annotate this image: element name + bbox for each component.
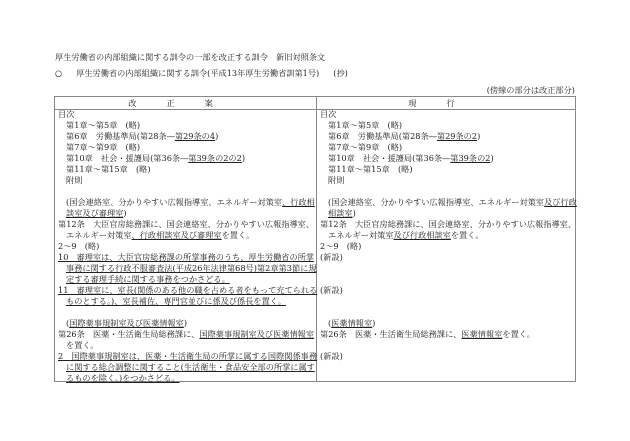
text-line (58, 142, 313, 153)
blank-line (58, 186, 313, 197)
text-line (58, 208, 313, 219)
text-segment: 第1章～第5章 (略) (328, 120, 403, 130)
text-line (58, 373, 313, 384)
text-line (320, 142, 572, 153)
current-column (320, 109, 577, 362)
text-line (58, 164, 313, 175)
text-segment: ( (66, 318, 70, 328)
underline-note: (傍線の部分は改正部分) (486, 85, 575, 95)
amended-text: 第39条の2の2 (188, 153, 242, 163)
text-segment: 附則 (328, 175, 345, 185)
text-segment: ) (123, 208, 127, 218)
blank-line (320, 296, 572, 307)
text-line (320, 351, 572, 362)
amended-text: 第39条の2 (450, 153, 491, 163)
text-line (58, 329, 313, 340)
text-line (320, 230, 572, 241)
text-line (320, 241, 572, 252)
column-divider (316, 97, 317, 381)
text-line (58, 175, 313, 186)
subtitle-text: 厚生労働省の内部組織に関する訓令(平成13年厚生労働省訓第1号) (76, 68, 320, 78)
text-segment: を置く。 (221, 230, 255, 240)
text-segment: 2～9 (略) (320, 241, 362, 251)
text-segment: エネルギー対策室 (66, 230, 132, 240)
amended-text: 医薬情報室 (331, 318, 373, 328)
text-segment: を置く。 (450, 230, 484, 240)
text-line (58, 241, 313, 252)
amended-text: ものとする。)、室長補佐、専門官並びに係及び係長を置く。 (66, 296, 286, 306)
text-line (320, 252, 572, 263)
text-segment: を置く。 (502, 329, 535, 339)
amended-text: 、行政相談室及び審理室 (131, 230, 222, 240)
amended-text: 、行政相 (282, 197, 315, 207)
text-segment: (国会連絡室、分かりやすい広報指導室、エネルギー対策室 (328, 197, 545, 207)
blank-line (320, 274, 572, 285)
text-line (58, 109, 313, 120)
text-segment: 第12条 大臣官房総務課に、国会連絡室、分かりやすい広報指導室、 (58, 219, 315, 229)
text-line (320, 109, 572, 120)
blank-line (320, 340, 572, 351)
text-segment: 附則 (66, 175, 83, 185)
document-subtitle (55, 68, 348, 79)
text-line (58, 351, 318, 362)
text-line (320, 285, 572, 296)
text-segment: ) (241, 153, 246, 163)
text-line (58, 252, 313, 263)
text-line (58, 285, 318, 296)
header-current: 現行 (408, 98, 485, 108)
text-line (58, 120, 313, 131)
text-segment: 2～9 (略) (58, 241, 100, 251)
text-line (58, 131, 313, 142)
text-line (320, 329, 572, 340)
text-segment: ) (352, 208, 356, 218)
text-line (58, 340, 313, 351)
amended-text: 10 審理室は、大臣官房総務課の所掌事務のうち、厚生労働省の所掌 (58, 252, 315, 262)
text-segment: 目次 (320, 109, 337, 119)
amended-text: に関する総合調整に関すること(生活衛生・食品安全部の所掌に属す (66, 362, 315, 372)
text-line (58, 296, 313, 307)
text-line (320, 131, 572, 142)
comparison-table (54, 96, 576, 382)
amended-text: 定する審理手続に関する事務をつかさどる。 (66, 274, 230, 284)
amended-text: 医薬情報室 (461, 329, 503, 339)
text-line (58, 230, 313, 241)
text-line (320, 175, 572, 186)
text-line (58, 153, 313, 164)
text-segment: 第10章 社会・援護局(第36条― (328, 153, 451, 163)
text-segment: 第1章～第5章 (略) (66, 120, 141, 130)
subtitle-suffix: (抄) (333, 68, 348, 78)
amended-text: るものを除く。)をつかさどる。 (66, 373, 180, 383)
blank-line (58, 307, 313, 318)
text-line (58, 263, 317, 274)
text-segment: (国会連絡室、分かりやすい広報指導室、エネルギー対策室 (66, 197, 283, 207)
text-line (58, 219, 313, 230)
amended-text: 11 審理室に、室長(関係のある他の職を占める者をもって充てられる (58, 285, 318, 295)
text-segment: 第12条 大臣官房総務課に、国会連絡室、分かりやすい広報指導室、 (320, 219, 577, 229)
text-segment: (新設) (320, 252, 343, 262)
text-segment: 第6章 労働基準局(第28条― (328, 131, 437, 141)
amended-text: 及び行政 (544, 197, 577, 207)
text-segment: 第26条 医薬・生活衛生局総務課に、 (320, 329, 462, 339)
amended-text: 第29条の2 (436, 131, 478, 141)
text-line (320, 197, 577, 208)
amended-text: 国際薬事規制室及び医薬情報室 (199, 329, 315, 339)
amended-text: 2 国際薬事規制室は、医薬・生活衛生局の所掌に属する国際関係事務 (58, 351, 318, 361)
amended-text: 第29条の4 (174, 131, 216, 141)
text-segment: ) (490, 153, 494, 163)
amended-text: 談室及び審理室 (66, 208, 124, 218)
text-segment: を置く。 (66, 340, 99, 350)
amended-text: 事務に関する行政不服審査法(平成26年法律第68号)第2章第3節に規 (66, 263, 317, 273)
text-segment: エネルギー対策室 (328, 230, 394, 240)
text-line (320, 318, 572, 329)
revised-column (58, 109, 318, 384)
text-segment: 目次 (58, 109, 75, 119)
text-line (320, 164, 572, 175)
text-segment: 第11章～第15章 (略) (66, 164, 151, 174)
text-segment: ) (183, 318, 188, 328)
text-line (58, 318, 313, 329)
text-segment: 第6章 労働基準局(第28条― (66, 131, 175, 141)
text-line (320, 153, 572, 164)
text-segment: ) (372, 318, 376, 328)
text-segment: ) (215, 131, 219, 141)
circle-mark: ○ (55, 68, 63, 78)
header-revised: 改正案 (128, 98, 243, 108)
text-line (58, 197, 313, 208)
text-segment: (新設) (320, 285, 343, 295)
blank-line (320, 263, 572, 274)
amended-text: 相談室 (328, 208, 353, 218)
text-segment: ) (477, 131, 481, 141)
text-segment: ( (328, 318, 332, 328)
text-line (320, 120, 572, 131)
text-segment: 第7章～第9章 (略) (66, 142, 141, 152)
text-line (58, 274, 313, 285)
text-segment: 第26条 医薬・生活衛生局総務課に、 (58, 329, 200, 339)
text-segment: (新設) (320, 351, 343, 361)
text-segment: 第11章～第15章 (略) (328, 164, 413, 174)
blank-line (320, 186, 572, 197)
amended-text: 及び行政相談室 (393, 230, 451, 240)
text-segment: 第7章～第9章 (略) (328, 142, 403, 152)
text-line (320, 219, 577, 230)
text-line (58, 362, 313, 373)
blank-line (320, 307, 572, 318)
text-segment: 第10章 社会・援護局(第36条― (66, 153, 189, 163)
document-title: 厚生労働省の内部組織に関する訓令の一部を改正する訓令 新旧対照条文 (55, 52, 326, 62)
text-line (320, 208, 572, 219)
amended-text: 国際薬事規制室及び医薬情報室 (69, 318, 184, 328)
